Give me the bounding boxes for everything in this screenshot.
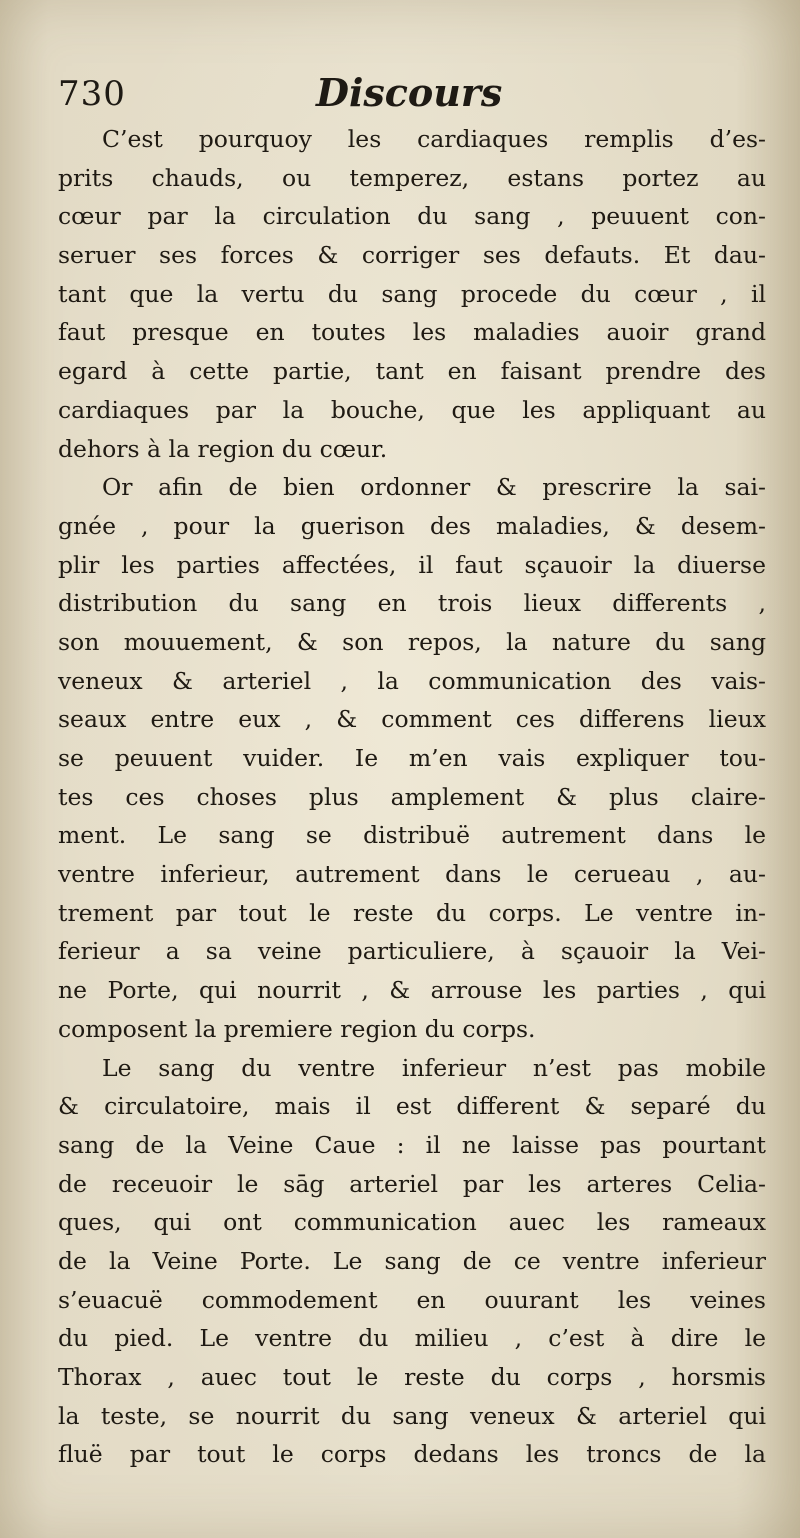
paragraph [58,1049,766,1475]
text-line: Le sang du ventre inferieur n’est pas mobile [102,1053,766,1082]
text-line: plir les parties affectées, il faut sçauoir la diuerse [58,550,766,579]
text-line: seruer ses forces & corriger ses defauts. Et dau- [58,241,766,270]
text-line: C’est pourquoy les cardiaques remplis d’es- [102,125,766,153]
text-line: se peuuent vuider. Ie m’en vais expliquer tou- [58,744,766,772]
text-line: fluë par tout le corps dedans les troncs de la [58,1440,766,1469]
text-line: du pied. Le ventre du milieu , c’est à dire le [58,1324,766,1353]
text-line: de la Veine Porte. Le sang de ce ventre inferieur [58,1246,766,1275]
text-line: la teste, se nourrit du sang veneux & arteriel qui [58,1401,766,1430]
page-number: 730 [58,74,126,114]
text-line: trement par tout le reste du corps. Le ventre in- [58,898,766,927]
text-line: sang de la Veine Caue : il ne laisse pas pourtant [58,1130,766,1159]
text-line: ne Porte, qui nourrit , & arrouse les parties , qui [58,976,766,1005]
text-line: seaux entre eux , & comment ces differens lieux [58,705,766,734]
text-line: cœur par la circulation du sang , peuuent con- [58,202,766,231]
body-text [58,120,766,1474]
text-line: ques, qui ont communication auec les rameaux [58,1208,766,1237]
text-line: ventre inferieur, autrement dans le cerueau , au- [58,860,766,889]
text-line: dehors à la region du cœur. [58,434,388,463]
text-line: ment. Le sang se distribuë autrement dans le [58,821,766,850]
text-line: Or afin de bien ordonner & prescrire la sai- [102,473,766,502]
text-line: composent la premiere region du corps. [58,1014,536,1043]
text-line: faut presque en toutes les maladies auoir grand [58,318,766,347]
text-line: cardiaques par la bouche, que les appliquant au [58,395,766,424]
text-line: gnée , pour la guerison des maladies, & desem- [58,511,766,540]
running-head: Discours [316,70,503,115]
text-line: ferieur a sa veine particuliere, à sçauoir la Vei- [58,937,766,966]
text-line: distribution du sang en trois lieux differents , [58,589,766,618]
text-line: Thorax , auec tout le reste du corps , horsmis [58,1363,766,1391]
text-line: & circulatoire, mais il est different & separé du [58,1092,766,1121]
text-line: prits chauds, ou temperez, estans portez au [58,163,766,192]
text-line: egard à cette partie, tant en faisant prendre des [58,357,766,386]
paragraph [58,120,766,468]
text-line: tant que la vertu du sang procede du cœur , il [58,279,766,308]
text-line: de receuoir le sāg arteriel par les arteres Celia- [58,1169,766,1198]
paragraph [58,468,766,1048]
text-line: s’euacuë commodement en ouurant les veines [58,1285,766,1314]
text-line: son mouuement, & son repos, la nature du sang [58,627,766,656]
text-line: tes ces choses plus amplement & plus claire- [58,782,766,811]
page-header [58,70,758,120]
text-line: veneux & arteriel , la communication des vais- [58,666,766,695]
